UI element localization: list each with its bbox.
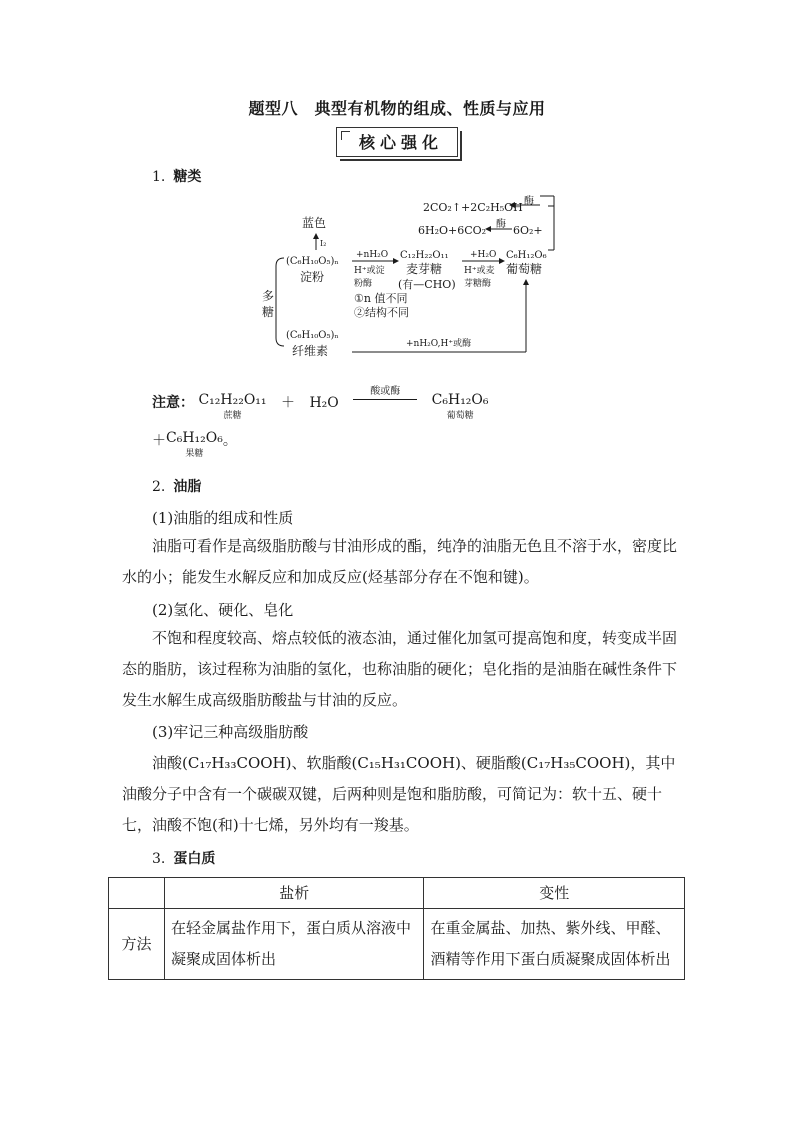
step1-condition-bottom-2: 粉酶 bbox=[354, 279, 373, 289]
cellulose-label: 纤维素 bbox=[292, 344, 329, 358]
fats-paragraph-2: 不饱和程度较高、熔点较低的液态油，通过催化加氢可提高饱和度，转变成半固态的脂肪，该过程称为油脂的氢化，也称油脂的硬化；皂化指的是油脂在碱性条件下发生水解生成高级脂肪酸盐与甘油的反应。 bbox=[122, 629, 678, 709]
table-header-cell: 变性 bbox=[424, 878, 685, 909]
blue-color-label: 蓝色 bbox=[302, 216, 327, 230]
section-heading-protein: 3. 蛋白质 bbox=[152, 851, 216, 867]
co2-ethanol-label: 2CO₂↑+2C₂H₅OH bbox=[423, 201, 523, 214]
table-header-cell: 盐析 bbox=[164, 878, 424, 909]
fats-subheading-2: (2)氢化、硬化、皂化 bbox=[152, 601, 294, 619]
section-heading-sugars: 1. 糖类 bbox=[152, 169, 202, 185]
fructose-label: 果糖 bbox=[185, 449, 204, 459]
table-row-label: 方法 bbox=[109, 909, 165, 980]
table-header-row bbox=[109, 878, 685, 909]
fats-paragraph-3: 油酸(C₁₇H₃₃COOH)、软脂酸(C₁₅H₃₁COOH)、硬脂酸(C₁₇H₃₅COOH)，其中油酸分子中含有一个碳碳双键，后两种则是饱和脂肪酸，可简记为：软十五、硬十七，油酸不饱(和)十七烯，另外均有一羧基。 bbox=[122, 754, 676, 834]
difference-1: ①n 值不同 bbox=[354, 292, 408, 305]
fats-paragraph-1: 油脂可看作是高级脂肪酸与甘油形成的酯，纯净的油脂无色且不溶于水，密度比水的小；能发生水解反应和加成反应(烃基部分存在不饱和键)。 bbox=[122, 537, 678, 586]
glucose-formula-note: C₆H₁₂O₆ bbox=[431, 392, 489, 408]
sucrose-formula: C₁₂H₂₂O₁₁ bbox=[198, 392, 267, 408]
water-formula: H₂O bbox=[309, 395, 339, 411]
starch-label: 淀粉 bbox=[300, 270, 325, 284]
poly-label-1: 多 bbox=[262, 289, 275, 303]
glucose-label-note: 葡萄糖 bbox=[446, 411, 474, 421]
sucrose-label: 蔗糖 bbox=[223, 411, 242, 421]
reaction-arrow bbox=[353, 399, 417, 400]
step1-condition-top: +nH₂O bbox=[356, 250, 389, 260]
table-cell: 在重金属盐、加热、紫外线、甲醛、酒精等作用下蛋白质凝聚成固体析出 bbox=[424, 909, 685, 980]
maltose-note: (有—CHO) bbox=[398, 278, 456, 291]
step1-condition-bottom-1: H⁺或淀 bbox=[354, 266, 385, 276]
reaction-condition: 酸或酶 bbox=[370, 386, 401, 397]
fats-subheading-1: (1)油脂的组成和性质 bbox=[152, 509, 294, 527]
step2-condition-top: +H₂O bbox=[470, 250, 497, 260]
enzyme-label-2: 酶 bbox=[496, 219, 506, 230]
table-cell: 在轻金属盐作用下，蛋白质从溶液中凝聚成固体析出 bbox=[164, 909, 424, 980]
starch-formula: (C₆H₁₀O₅)ₙ bbox=[286, 256, 339, 267]
note-equation-line-2: ＋C₆H₁₂O₆ 果糖 。 bbox=[152, 430, 237, 459]
protein-comparison-table bbox=[108, 877, 685, 980]
diagram-svg bbox=[258, 192, 568, 362]
maltose-formula: C₁₂H₂₂O₁₁ bbox=[400, 250, 449, 261]
note-equation-line-1: 注意： C₁₂H₂₂O₁₁ 蔗糖 ＋ H₂O 酸或酶 C₆H₁₂O₆ 葡萄糖 bbox=[152, 386, 489, 421]
cellulose-formula: (C₆H₁₀O₅)ₙ bbox=[286, 330, 339, 341]
page-title: 题型八 典型有机物的组成、性质与应用 bbox=[248, 99, 546, 118]
section-badge: 核心强化 bbox=[336, 127, 458, 157]
water-co2-label: 6H₂O+6CO₂ bbox=[418, 224, 487, 237]
step2-condition-bottom-2: 芽糖酶 bbox=[464, 279, 492, 289]
oxygen-label: 6O₂+ bbox=[513, 224, 543, 237]
difference-2: ②结构不同 bbox=[354, 306, 409, 319]
cellulose-condition: +nH₂O,H⁺或酶 bbox=[406, 339, 472, 349]
sugar-reaction-diagram bbox=[258, 192, 568, 362]
polysaccharide-bracket bbox=[276, 258, 284, 346]
step2-condition-bottom-1: H⁺或麦 bbox=[464, 266, 495, 276]
section-heading-fats: 2. 油脂 bbox=[152, 479, 202, 495]
maltose-label: 麦芽糖 bbox=[406, 262, 443, 276]
table-header-cell bbox=[109, 878, 165, 909]
fructose-formula: C₆H₁₂O₆ bbox=[166, 430, 223, 446]
glucose-label: 葡萄糖 bbox=[506, 262, 543, 276]
glucose-formula: C₆H₁₂O₆ bbox=[506, 250, 547, 261]
poly-label-2: 糖 bbox=[262, 305, 275, 319]
fats-subheading-3: (3)牢记三种高级脂肪酸 bbox=[152, 723, 309, 741]
iodine-label: I₂ bbox=[320, 239, 327, 248]
table-row bbox=[109, 909, 685, 980]
enzyme-label-1: 酶 bbox=[524, 196, 534, 207]
